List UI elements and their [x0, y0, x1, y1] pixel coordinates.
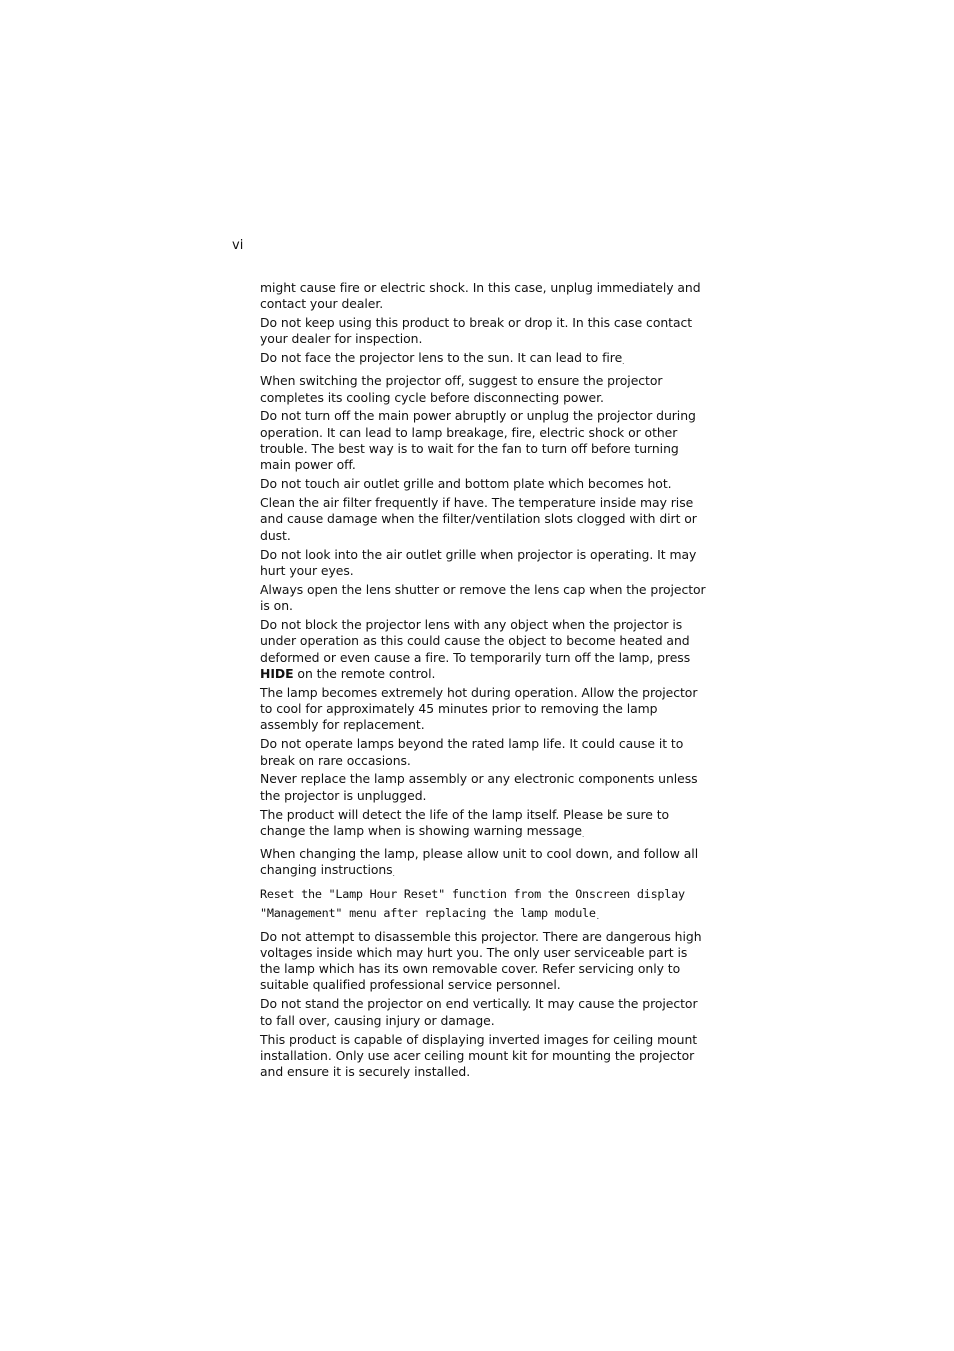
- paragraph-hot-grille: Do not touch air outlet grille and bottom plate which becomes hot.: [260, 476, 672, 492]
- page-number: vi: [232, 238, 244, 253]
- changing-lamp-text: When changing the lamp, please allow unit to cool down, and follow all changing instructions: [260, 845, 699, 878]
- lamp-hour-reset-line-2: [260, 904, 707, 927]
- paragraph-lamp-warning: [260, 807, 707, 844]
- paragraph-ceiling-mount: This product is capable of displaying inverted images for ceiling mount installation. Only use acer ceiling mount kit for mounting the projector and ensure it is securely installed.: [260, 1031, 698, 1080]
- paragraph-block-lens: [260, 617, 707, 682]
- paragraph-lamp-life: Do not operate lamps beyond the rated lamp life. It could cause it to break on rare occasions.: [260, 736, 684, 768]
- paragraph-cooling-cycle: When switching the projector off, suggest to ensure the projector completes its cooling cycle before disconnecting power.: [260, 373, 663, 405]
- paragraph-replace-unplugged: Never replace the lamp assembly or any electronic components unless the projector is unplugged.: [260, 771, 698, 803]
- paragraph-air-filter: Clean the air filter frequently if have. The temperature inside may rise and cause damage when the filter/ventilation slots clogged with dirt or dust.: [260, 495, 697, 543]
- lamp-hour-reset-line-1: Reset the "Lamp Hour Reset" function from the Onscreen display: [260, 887, 685, 901]
- lamp-warning-text: The product will detect the life of the lamp itself. Please be sure to change the lamp when is showing warning message: [260, 806, 670, 838]
- lens-sun-text: Do not face the projector lens to the sun. It can lead to fire: [260, 350, 623, 366]
- paragraph-changing-lamp: [260, 846, 707, 883]
- small-period: .: [581, 830, 585, 839]
- block-lens-text: Do not block the projector lens with any object when the projector is under operation as this could cause the object to become heated and deformed or even cause a fire. To temporarily turn off the lamp, press: [260, 616, 691, 665]
- paragraph-main-power: Do not turn off the main power abruptly or unplug the projector during operation. It can lead to lamp breakage, fire, electric shock or other trouble. The best way is to wait for the fan to turn off before turning main power off.: [260, 408, 696, 473]
- paragraph-lamp-hot: The lamp becomes extremely hot during operation. Allow the projector to cool for approximately 45 minutes prior to removing the lamp assembly for replacement.: [260, 684, 698, 733]
- safety-instructions-list: [260, 280, 707, 1083]
- paragraph-disassemble: Do not attempt to disassemble this projector. There are dangerous high voltages inside which may hurt you. The only user serviceable part is the lamp which has its own removable cover. Refer servicing only to suitable qualified professional service personnel.: [260, 928, 702, 993]
- small-period: .: [392, 870, 395, 879]
- paragraph-fire-shock-continued: might cause fire or electric shock. In this case, unplug immediately and contact your dealer.: [260, 280, 701, 312]
- paragraph-lens-sun: [260, 350, 707, 370]
- paragraph-break-drop: Do not keep using this product to break or drop it. In this case contact your dealer for inspection.: [260, 315, 693, 347]
- paragraph-outlet-eyes: Do not look into the air outlet grille when projector is operating. It may hurt your eyes.: [260, 546, 697, 578]
- small-period: .: [622, 358, 625, 367]
- paragraph-lens-shutter: Always open the lens shutter or remove the lens cap when the projector is on.: [260, 581, 706, 614]
- block-lens-text-end: on the remote control.: [293, 665, 436, 681]
- paragraph-lamp-hour-reset: [260, 885, 707, 926]
- hide-key-label: HIDE: [260, 665, 294, 681]
- paragraph-stand-vertically: Do not stand the projector on end vertically. It may cause the projector to fall over, causing injury or damage.: [260, 996, 698, 1028]
- small-period: .: [595, 912, 600, 921]
- lamp-hour-reset-line-2-text: "Management" menu after replacing the lamp module: [260, 905, 596, 920]
